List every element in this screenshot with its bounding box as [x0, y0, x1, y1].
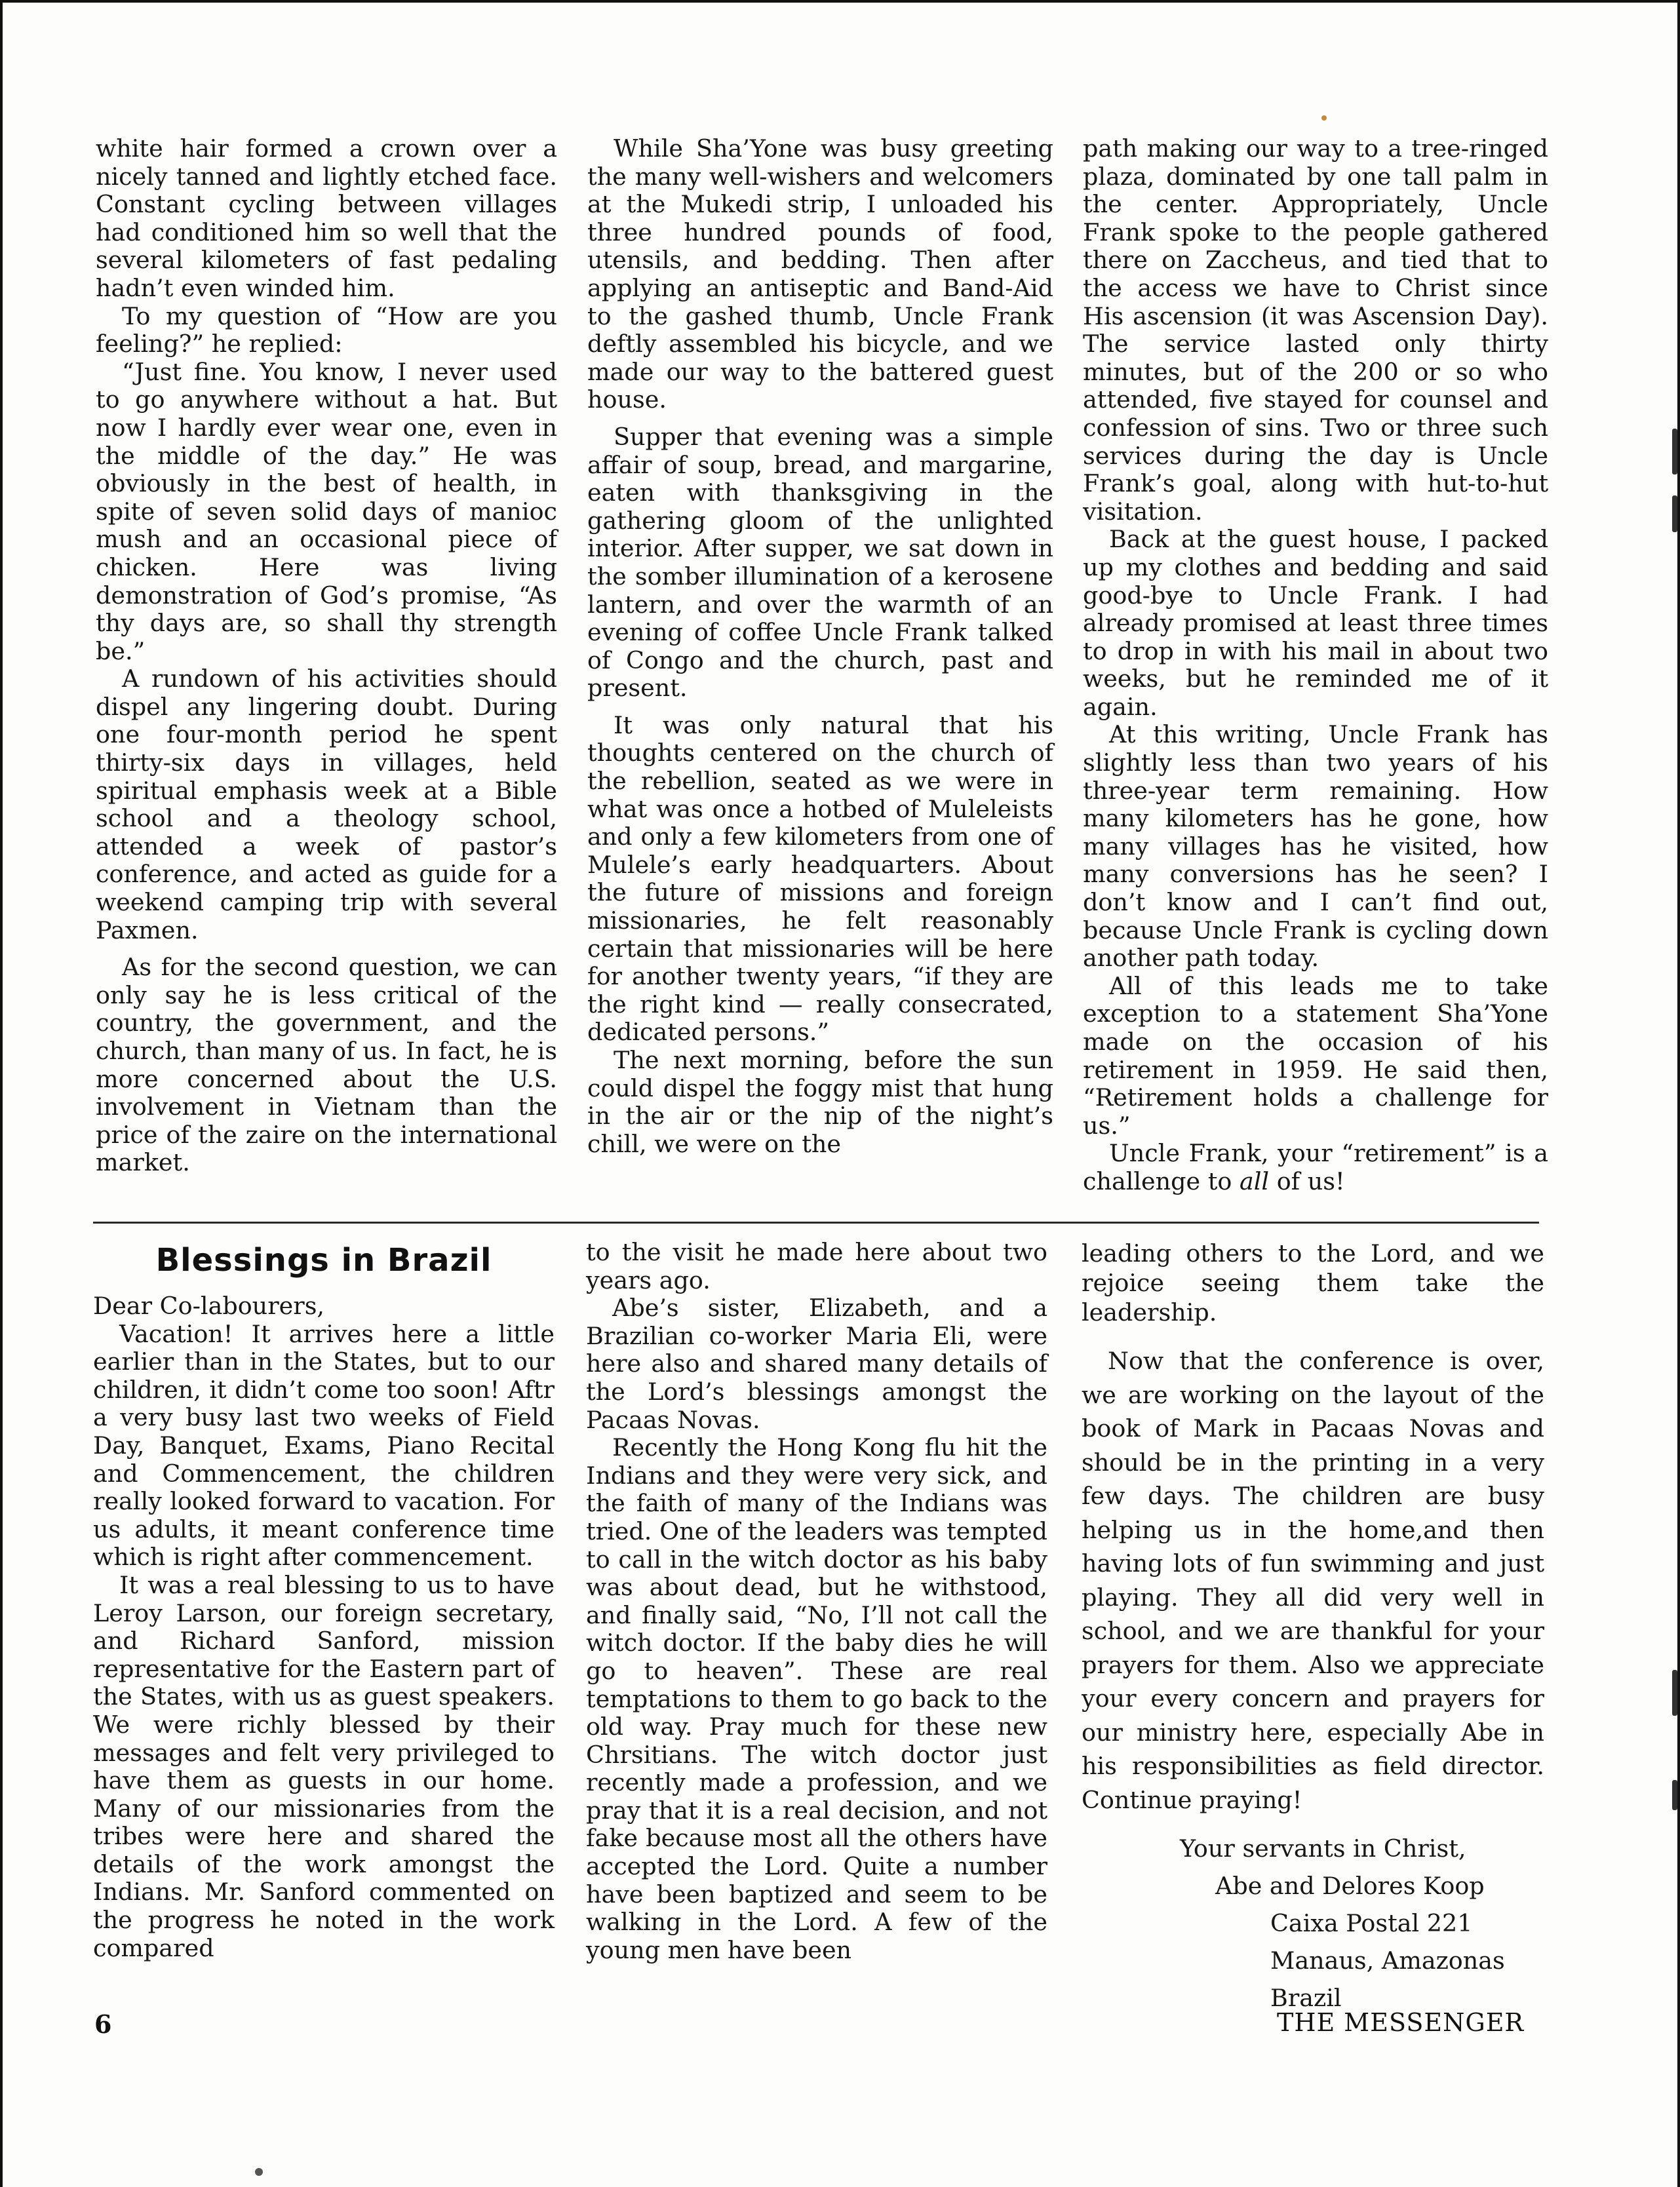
scan-speck — [1321, 115, 1327, 121]
paragraph: As for the second question, we can only say he is less critical of the country, the government, and the church, than many of us. In fact, he is more concerned about the U.S. involvement in Vietnam than the price of the zaire on the international market. — [96, 953, 557, 1177]
paragraph: Abe’s sister, Elizabeth, and a Brazilian co-worker Maria Eli, were here also and shared many details of the Lord’s blessings amongst the Pacaas Novas. — [586, 1294, 1047, 1434]
paragraph: A rundown of his activities should dispel any lingering doubt. During one four-month period he spent thirty-six days in villages, held spiritual emphasis week at a Bible school and a theology school, attended a week of pastor’s conference, and acted as guide for a weekend camping trip with several Paxmen. — [96, 665, 557, 944]
binding-mark — [1672, 429, 1677, 474]
address-line-1: Caixa Postal 221 — [1270, 1909, 1473, 1937]
page-number: 6 — [94, 2009, 112, 2039]
paragraph: The next morning, before the sun could dispel the foggy mist that hung in the air or the nip of the night’s chill, we were on the — [587, 1046, 1053, 1158]
paragraph: Now that the conference is over, we are working on the layout of the book of Mark in Pacaas Novas and should be in the printing in a very few days. The children are busy helping us in the home,and then having lots of fun swimming and just playing. They all did very well in school, and we are thankful for your prayers for them. Also we appreciate your every concern and prayers for our ministry here, especially Abe in his responsibilities as field director. Continue praying! — [1082, 1347, 1544, 1814]
article1-column-2 — [587, 135, 1053, 1158]
salutation: Dear Co-labourers, — [93, 1292, 325, 1320]
paragraph: While Sha’Yone was busy greeting the many well-wishers and welcomers at the Mukedi strip, I unloaded his three hundred pounds of food, utensils, and bedding. Then after applying an antiseptic and Band-Aid to the gashed thumb, Uncle Frank deftly assembled his bicycle, and we made our way to the battered guest house. — [587, 134, 1053, 414]
paragraph: Recently the Hong Kong flu hit the Indians and they were very sick, and the faith of many of the Indians was tried. One of the leaders was tempted to call in the witch doctor as his baby was about dead, but he withstood, and finally said, “No, I’ll not call the witch doctor. If the baby dies he will go to heaven”. These are real temptations to them to go back to the old way. Pray much for these new Chrsitians. The witch doctor just recently made a profession, and we pray that it is a real decision, and not fake because most all the others have accepted the Lord. Quite a number have been baptized and seem to be walking in the Lord. A few of the young men have been — [586, 1433, 1047, 1964]
paragraph: To my question of “How are you feeling?” he replied: — [96, 301, 557, 358]
article1-column-1 — [96, 135, 557, 1177]
paragraph: “Just fine. You know, I never used to go anywhere without a hat. But now I hardly ever wear one, even in the middle of the day.” He was obviously in the best of health, in spite of seven solid days of manioc mush and an occasional piece of chicken. Here was living demonstration of God’s promise, “As thy days are, so shall thy strength be.” — [96, 357, 557, 665]
article-title: Blessings in Brazil — [155, 1242, 492, 1279]
article2-column-2 — [586, 1239, 1047, 1964]
closing-text-end: of us! — [1269, 1167, 1345, 1195]
article1-column-3 — [1083, 135, 1548, 1196]
paragraph: white hair formed a crown over a nicely tanned and lightly etched face. Constant cycling between villages had conditioned him so well that the several kilometers of fast pedaling hadn’t even winded him. — [96, 134, 557, 302]
binding-mark — [1672, 1780, 1677, 1810]
signature-closing: Your servants in Christ, — [1180, 1834, 1466, 1863]
paragraph: to the visit he made here about two years ago. — [586, 1238, 1047, 1294]
article2-column-3 — [1082, 1239, 1544, 2017]
scan-speck — [255, 2168, 263, 2176]
paragraph: Supper that evening was a simple affair of soup, bread, and margarine, eaten with thanksgiving in the gathering gloom of the unlighted interior. After supper, we sat down in the somber illumination of a kerosene lantern, and over the warmth of an evening of coffee Uncle Frank talked of Congo and the church, past and present. — [587, 422, 1053, 703]
closing-text: Uncle Frank, your “retirement” is a challenge to — [1083, 1139, 1548, 1195]
paragraph: It was a real blessing to us to have Leroy Larson, our foreign secretary, and Richard Sanford, mission representative for the Eastern part of the States, with us as guest speakers. We were richly blessed by their messages and felt very privileged to have them as guests in our home. Many of our missionaries from the tribes were here and shared the details of the work amongst the Indians. Mr. Sanford commented on the progress he noted in the work compared — [93, 1570, 555, 1962]
signature-names: Abe and Delores Koop — [1215, 1872, 1485, 1900]
paragraph: Back at the guest house, I packed up my clothes and bedding and said good-bye to Uncle Frank. I had already promised at least three times to drop in with his mail in about two weeks, but he reminded me of it again. — [1083, 525, 1548, 721]
binding-mark — [1672, 1670, 1677, 1716]
paragraph: At this writing, Uncle Frank has slightly less than two years of his three-year term remaining. How many kilometers has he gone, how many villages has he visited, how many conversions has he seen? I don’t know and I can’t find out, because Uncle Frank is cycling down another path today. — [1083, 720, 1548, 973]
paragraph: It was only natural that his thoughts centered on the church of the rebellion, seated as we were in what was once a hotbed of Muleleists and only a few kilometers from one of Mulele’s early headquarters. About the future of missions and foreign missionaries, he felt reasonably certain that missionaries will be here for another twenty years, “if they are the right kind — really consecrated, dedicated persons.” — [587, 710, 1053, 1047]
address-line-2: Manaus, Amazonas — [1270, 1946, 1505, 1975]
paragraph: Vacation! It arrives here a little earlier than in the States, but to our children, it didn’t come too soon! Aftr a very busy last two weeks of Field Day, Banquet, Exams, Piano Recital and Commencement, the children really looked forward to vacation. For us adults, it meant conference time which is right after commencement. — [93, 1319, 555, 1572]
paragraph: leading others to the Lord, and we rejoice seeing them take the leadership. — [1082, 1239, 1544, 1326]
section-divider — [93, 1222, 1539, 1224]
closing-emphasis: all — [1239, 1167, 1270, 1195]
paragraph: All of this leads me to take exception to a statement Sha’Yone made on the occasion of his retirement in 1959. He said then, “Retirement holds a challenge for us.” — [1083, 971, 1548, 1140]
binding-mark — [1672, 495, 1677, 532]
article2-column-1 — [93, 1241, 555, 1962]
closing-paragraph — [1083, 1140, 1548, 1195]
paragraph: path making our way to a tree-ringed plaza, dominated by one tall palm in the center. Appropriately, Uncle Frank spoke to the people gathered there on Zaccheus, and tied that to the access we have to Christ since His ascension (it was Ascension Day). The service lasted only thirty minutes, but of the 200 or so who attended, five stayed for counsel and confession of sins. Two or three such services during the day is Uncle Frank’s goal, along with hut-to-hut visitation. — [1083, 134, 1548, 526]
address-country: Brazil — [1270, 1984, 1342, 2012]
signature-block — [1082, 1830, 1544, 2017]
publication-name: THE MESSENGER — [1277, 2008, 1525, 2037]
